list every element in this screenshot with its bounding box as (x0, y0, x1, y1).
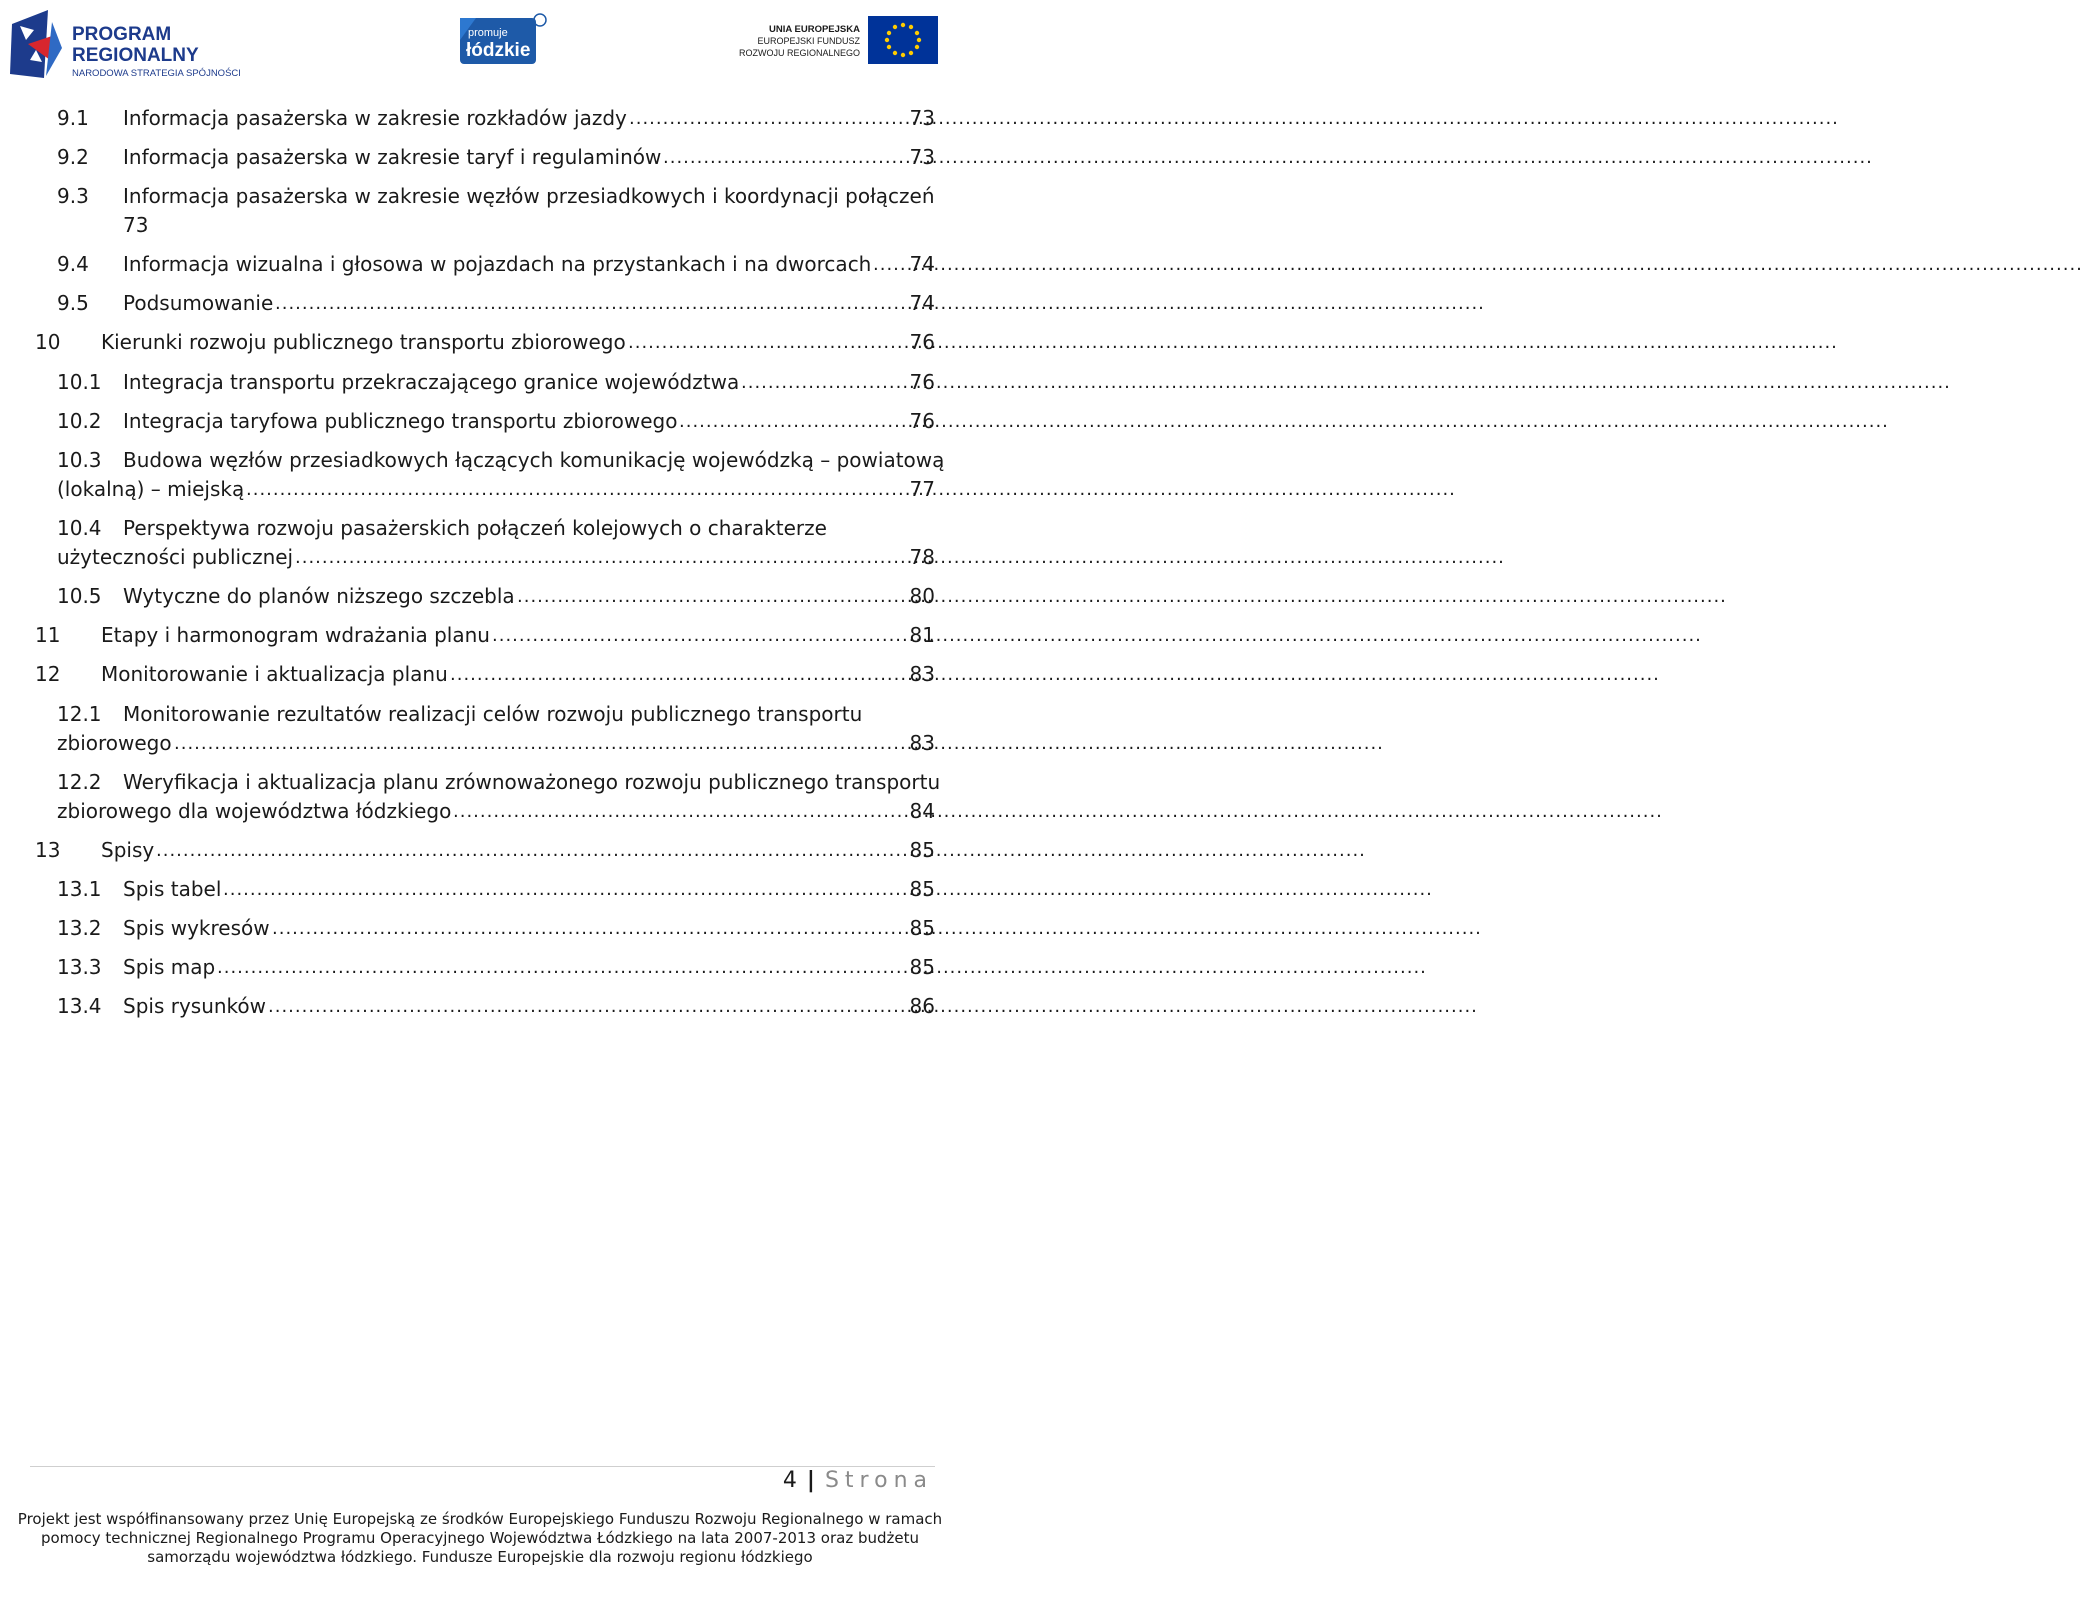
toc-entry-page: 83 (909, 662, 935, 686)
toc-leader-dots (223, 875, 906, 904)
toc-entry-page: 85 (909, 955, 935, 979)
toc-entry-page: 85 (909, 877, 935, 901)
toc-entry-title: Wytyczne do planów niższego szczebla (123, 584, 515, 608)
toc-leader-dots (873, 250, 906, 279)
program-logo-line1: PROGRAM (72, 24, 172, 45)
toc-entry-title: Spis map (123, 955, 216, 979)
toc-leader-dots (217, 953, 906, 982)
toc-entry-title: Informacja pasażerska w zakresie węzłów przesiadkowych i koordynacji połączeń (123, 184, 935, 208)
eu-fund-logo (738, 16, 954, 66)
toc-entry-number: 12.2 (57, 770, 102, 794)
toc-leader-dots (663, 143, 906, 172)
toc-entry-page: 74 (909, 291, 935, 315)
page-number: 4 (782, 1468, 797, 1493)
eu-logo-line1: UNIA EUROPEJSKA (769, 24, 860, 35)
funding-footer (0, 1510, 960, 1567)
toc-entry-page: 81 (909, 623, 935, 647)
toc-entry-page: 78 (909, 545, 935, 569)
toc-entry-title: Informacja wizualna i głosowa w pojazdach na przystankach i na dworcach (123, 252, 872, 276)
lodz-logo-line1: promuje (468, 27, 508, 39)
program-regionalny-logo (6, 4, 246, 80)
toc-leader-dots (517, 582, 906, 611)
toc-entry-title: Spisy (101, 838, 155, 862)
toc-entry-page: 73 (909, 106, 935, 130)
toc-entry-number: 11 (35, 623, 61, 647)
toc-leader-dots (453, 797, 906, 826)
toc-entry-number: 13.3 (57, 955, 102, 979)
toc-entry-number: 10.1 (57, 370, 102, 394)
toc-entry-page: 77 (909, 477, 935, 501)
toc-leader-dots (629, 104, 906, 133)
toc-entry-page: 86 (909, 994, 935, 1018)
toc-leader-dots (492, 621, 906, 650)
toc-entry-number: 13.2 (57, 916, 102, 940)
toc-entry-page: 76 (909, 370, 935, 394)
toc-entry-page: 76 (909, 409, 935, 433)
toc-entry-title: Spis rysunków (123, 994, 267, 1018)
toc-leader-dots (628, 328, 906, 357)
toc-leader-dots (450, 660, 906, 689)
promuje-lodzkie-logo (456, 10, 550, 68)
toc-leader-dots (272, 914, 906, 943)
toc-entry-title: Informacja pasażerska w zakresie rozkładów jazdy (123, 106, 627, 130)
toc-entry-number: 9.1 (57, 106, 89, 130)
toc-entry-title: Informacja pasażerska w zakresie taryf i regulaminów (123, 145, 662, 169)
eu-logo-line3: ROZWOJU REGIONALNEGO (738, 48, 860, 58)
lodz-logo-line2: łódzkie (466, 40, 531, 61)
toc-entry-number: 13.4 (57, 994, 102, 1018)
eu-logo-line2: EUROPEJSKI FUNDUSZ (757, 36, 860, 46)
toc-entry-title: Budowa węzłów przesiadkowych łączących komunikację wojewódzką – powiatową (123, 448, 945, 472)
footer-text-line2: pomocy technicznej Regionalnego Programu Operacyjnego Województwa Łódzkiego na lata 2007-2013 oraz budżetu (40, 1529, 920, 1547)
page-separator: | (806, 1468, 815, 1493)
toc-entry-title: Weryfikacja i aktualizacja planu zrównoważonego rozwoju publicznego transportu (123, 770, 941, 794)
footer-text-line3: samorządu województwa łódzkiego. Fundusze Europejskie dla rozwoju regionu łódzkiego (147, 1548, 813, 1566)
toc-entry-title: Integracja transportu przekraczającego granice województwa (123, 370, 740, 394)
toc-entry-number: 12 (35, 662, 61, 686)
toc-leader-dots (679, 407, 906, 436)
toc-entry-title: Monitorowanie rezultatów realizacji celów rozwoju publicznego transportu (123, 702, 863, 726)
toc-entry-title-continued: użyteczności publicznej (57, 545, 294, 569)
toc-leader-dots (174, 729, 906, 758)
toc-entry-title: Perspektywa rozwoju pasażerskich połączeń kolejowych o charakterze (123, 516, 827, 540)
toc-entry-number: 13 (35, 838, 61, 862)
toc-entry-page: 84 (909, 799, 935, 823)
page-header (0, 0, 960, 90)
toc-entry-title: Podsumowanie (123, 291, 274, 315)
toc-entry-number: 9.5 (57, 291, 89, 315)
toc-entry-number: 12.1 (57, 702, 102, 726)
toc-entry-number: 10 (35, 330, 61, 354)
toc-entry-number: 10.3 (57, 448, 102, 472)
toc-entry-title: Integracja taryfowa publicznego transportu zbiorowego (123, 409, 678, 433)
toc-entry-page: 76 (909, 330, 935, 354)
toc-entry-number: 10.4 (57, 516, 102, 540)
footer-text-line1: Projekt jest współfinansowany przez Unię Europejską ze środków Europejskiego Funduszu Rozwoju Regionalnego w ramach (17, 1510, 943, 1528)
toc-entry-title: Monitorowanie i aktualizacja planu (101, 662, 448, 686)
toc-leader-dots (156, 836, 906, 865)
toc-leader-dots (295, 543, 906, 572)
toc-leader-dots (246, 475, 906, 504)
toc-entry-page: 80 (909, 584, 935, 608)
page-word: Strona (824, 1468, 933, 1493)
toc-entry-number: 10.2 (57, 409, 102, 433)
toc-entry-title: Spis tabel (123, 877, 222, 901)
toc-leader-dots (741, 368, 906, 397)
toc-entry-number: 9.3 (57, 184, 89, 208)
toc-entry-title-continued: zbiorowego dla województwa łódzkiego (57, 799, 452, 823)
toc-entry-title-continued: zbiorowego (57, 731, 172, 755)
toc-entry-page: 83 (909, 731, 935, 755)
toc-entry-number: 9.4 (57, 252, 89, 276)
toc-entry-title-continued: (lokalną) – miejską (57, 477, 245, 501)
toc-entry-title: Etapy i harmonogram wdrażania planu (101, 623, 490, 647)
toc-entry-page: 73 (909, 145, 935, 169)
program-logo-line3: NARODOWA STRATEGIA SPÓJNOŚCI (72, 68, 241, 79)
toc-entry-number: 13.1 (57, 877, 102, 901)
toc-entry-title: Kierunki rozwoju publicznego transportu zbiorowego (101, 330, 626, 354)
toc-entry-page: 85 (909, 838, 935, 862)
toc-leader-dots (275, 289, 906, 318)
toc-entry-page: 85 (909, 916, 935, 940)
program-logo-line2: REGIONALNY (72, 45, 199, 66)
toc-entry-number: 9.2 (57, 145, 89, 169)
page-number-marker (783, 1466, 933, 1496)
toc-entry-number: 10.5 (57, 584, 102, 608)
toc-entry-page: 73 (123, 213, 149, 237)
toc-leader-dots (268, 992, 906, 1021)
toc-entry-title: Spis wykresów (123, 916, 270, 940)
toc-entry-page: 74 (909, 252, 935, 276)
